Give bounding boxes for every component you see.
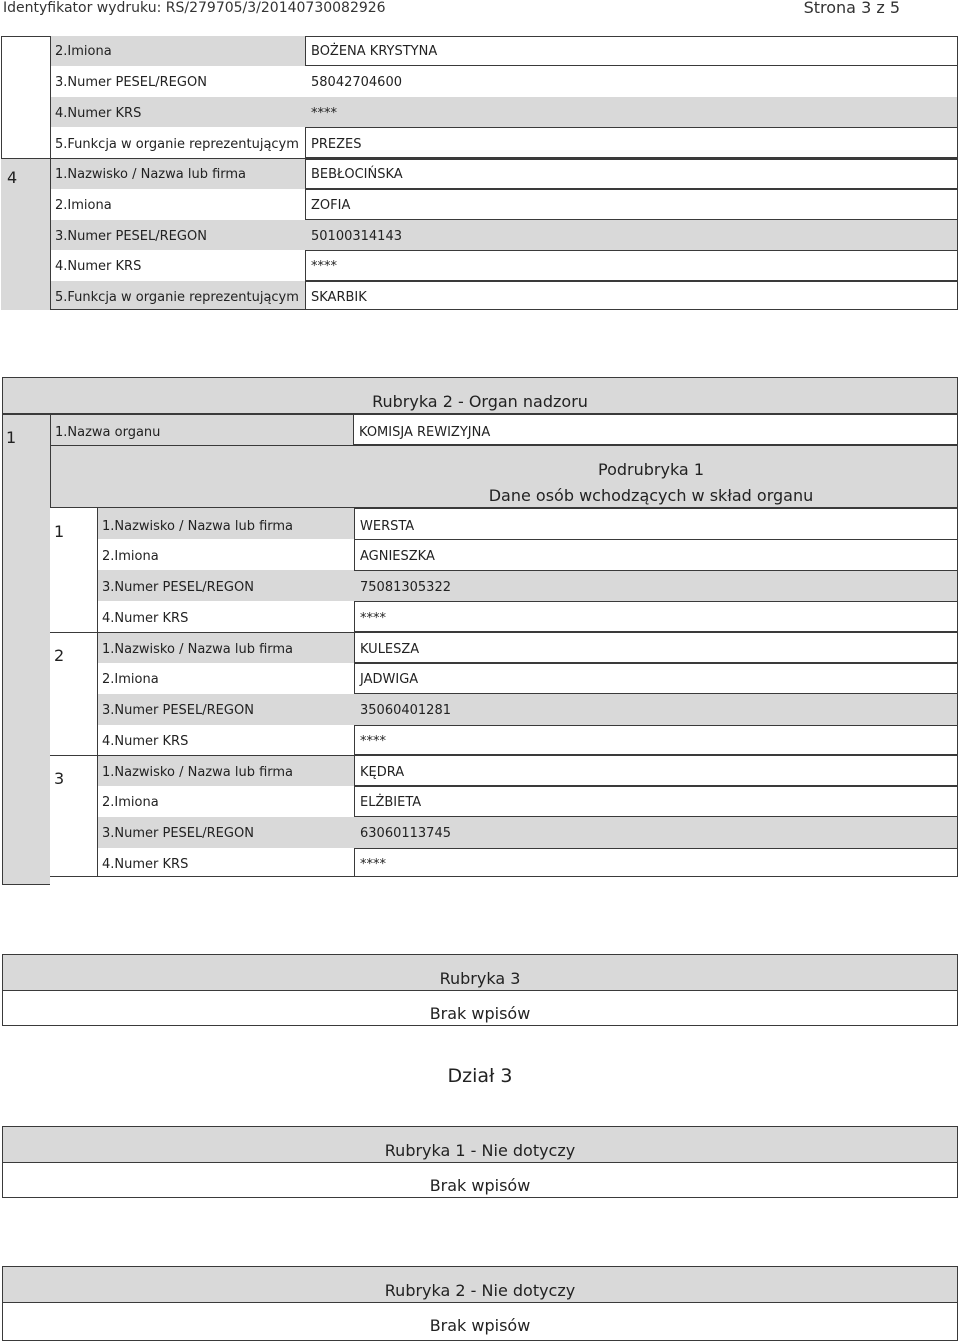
row-label: 2.Imiona [55, 44, 112, 59]
podrubryka-title: Podrubryka 1 [598, 460, 704, 479]
d3-rubryka2-empty-text: Brak wpisów [429, 1316, 531, 1335]
rubryka3-title: Rubryka 3 [439, 969, 521, 988]
person-value: ELŻBIETA [360, 795, 422, 810]
person-value: 35060401281 [360, 703, 451, 718]
rubryka3-header [2, 954, 958, 991]
person-value: JADWIGA [360, 672, 419, 687]
person-number: 1 [54, 522, 65, 541]
row-value: PREZES [311, 137, 362, 152]
podrubryka-header [50, 445, 958, 508]
rubryka3-empty-text: Brak wpisów [429, 1004, 531, 1023]
row-value: BEBŁOCIŃSKA [311, 167, 403, 182]
page-number: Strona 3 z 5 [803, 0, 900, 17]
person-value: 75081305322 [360, 580, 451, 595]
row-label: 4.Numer KRS [55, 106, 142, 121]
row-label: 2.Imiona [55, 198, 112, 213]
person-label: 1.Nazwisko / Nazwa lub firma [102, 765, 294, 780]
person-value: AGNIESZKA [360, 549, 435, 564]
person-value: KULESZA [360, 642, 420, 657]
organ-label: 1.Nazwa organu [55, 425, 161, 440]
row-label: 3.Numer PESEL/REGON [55, 229, 207, 244]
row-value: **** [311, 106, 337, 121]
podrubryka-subtitle: Dane osób wchodzących w skład organu [488, 486, 814, 505]
row-label: 5.Funkcja w organie reprezentującym [55, 137, 299, 152]
d3-rubryka2-title: Rubryka 2 - Nie dotyczy [384, 1281, 576, 1300]
print-identifier: Identyfikator wydruku: RS/279705/3/20140730082926 [3, 0, 386, 16]
row-value: ZOFIA [311, 198, 351, 213]
person-label: 3.Numer PESEL/REGON [102, 580, 254, 595]
row-value: SKARBIK [311, 290, 367, 305]
person-label: 2.Imiona [102, 672, 159, 687]
d3-rubryka2-body [2, 1302, 958, 1341]
row-value: **** [311, 259, 337, 274]
person-number: 3 [54, 769, 65, 788]
rubryka2-header [2, 377, 958, 414]
person-value: **** [360, 734, 386, 749]
d3-rubryka2-header [2, 1266, 958, 1303]
person-label: 4.Numer KRS [102, 611, 189, 626]
person-label: 2.Imiona [102, 549, 159, 564]
dzial3-title: Dział 3 [447, 1065, 513, 1087]
row-value: 50100314143 [311, 229, 402, 244]
row-label: 1.Nazwisko / Nazwa lub firma [55, 167, 247, 182]
d3-rubryka1-body [2, 1162, 958, 1198]
person-label: 4.Numer KRS [102, 734, 189, 749]
person-label: 3.Numer PESEL/REGON [102, 703, 254, 718]
person-label: 3.Numer PESEL/REGON [102, 826, 254, 841]
person-value: **** [360, 857, 386, 872]
rubryka3-body [2, 990, 958, 1026]
d3-rubryka1-header [2, 1126, 958, 1163]
d3-rubryka1-empty-text: Brak wpisów [429, 1176, 531, 1195]
row-label: 4.Numer KRS [55, 259, 142, 274]
person-number: 2 [54, 646, 65, 665]
organ-value: KOMISJA REWIZYJNA [359, 425, 491, 440]
row-value: 58042704600 [311, 75, 402, 90]
person-label: 4.Numer KRS [102, 857, 189, 872]
person-value: KĘDRA [360, 765, 405, 780]
row-label: 5.Funkcja w organie reprezentującym [55, 290, 299, 305]
person-value: 63060113745 [360, 826, 451, 841]
person-label: 1.Nazwisko / Nazwa lub firma [102, 642, 294, 657]
d3-rubryka1-title: Rubryka 1 - Nie dotyczy [384, 1141, 576, 1160]
entry-number: 4 [7, 168, 18, 187]
person-value: **** [360, 611, 386, 626]
rubryka2-title: Rubryka 2 - Organ nadzoru [372, 392, 588, 411]
organ-number: 1 [6, 428, 17, 447]
person-label: 2.Imiona [102, 795, 159, 810]
person-label: 1.Nazwisko / Nazwa lub firma [102, 519, 294, 534]
row-label: 3.Numer PESEL/REGON [55, 75, 207, 90]
row-value: BOŻENA KRYSTYNA [311, 44, 438, 59]
person-value: WERSTA [360, 519, 415, 534]
